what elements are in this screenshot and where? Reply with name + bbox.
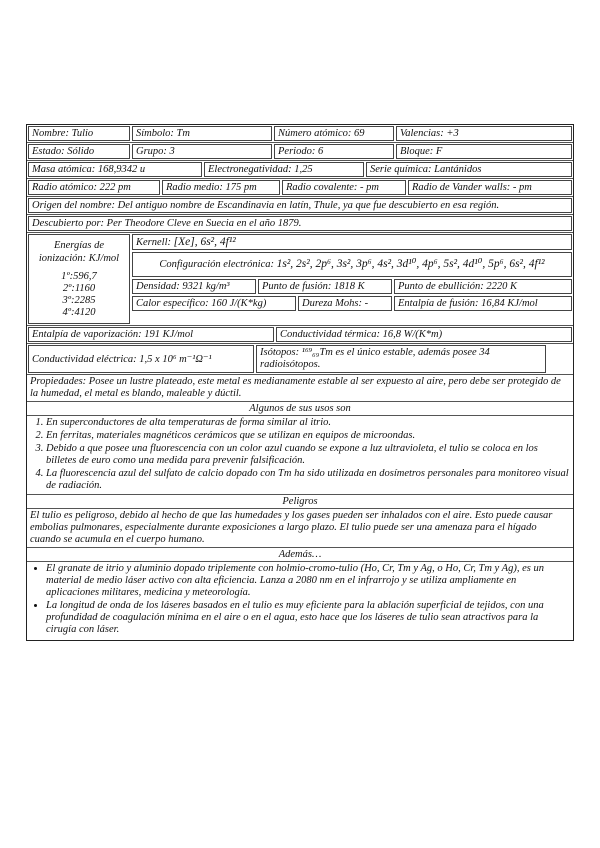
row-peligros-title xyxy=(27,495,573,509)
energia-2: 2º:1160 xyxy=(62,283,96,294)
usos-title: Algunos de sus usos son xyxy=(249,403,351,414)
radio-medio: Radio medio: 175 pm xyxy=(162,180,280,195)
kernell xyxy=(132,234,572,250)
row-heat xyxy=(131,295,573,312)
calor-especifico: Calor específico: 160 J/(K*kg) xyxy=(132,296,296,311)
row-ademas-title xyxy=(27,548,573,562)
origen-nombre: Origen del nombre: Del antiguo nombre de Escandinavia en latín, Thule, ya que fue descubierto en esa región. xyxy=(28,198,572,213)
energia-1: 1º:596,7 xyxy=(61,271,97,282)
estado: Estado: Sólido xyxy=(28,144,130,159)
row-ademas xyxy=(27,562,573,640)
ademas-item: • El granate de itrio y aluminio dopado triplemente con holmio-cromo-tulio (Ho, Cr, Tm y Ag, o Ho, Cr, Tm y Ag), es un material de medio láser activo con alta eficiencia. Lanza a 2080 nm en el infrarrojo y se utiliza ampliamente en aplicaciones militares, medicina y meteorología. xyxy=(46,563,570,599)
energias-ionizacion xyxy=(28,234,130,324)
punto-ebullicion: Punto de ebullición: 2220 K xyxy=(394,279,572,294)
row-peligros xyxy=(27,509,573,548)
entalpia-fusion: Entalpía de fusión: 16,84 KJ/mol xyxy=(394,296,572,311)
row-electronic xyxy=(27,233,573,326)
energia-3: 3º:2285 xyxy=(62,295,96,306)
ademas-list xyxy=(27,562,573,640)
radio-covalente: Radio covalente: - pm xyxy=(282,180,406,195)
grupo: Grupo: 3 xyxy=(132,144,272,159)
radio-atomico: Radio atómico: 222 pm xyxy=(28,180,160,195)
uso-item: 4. La fluorescencia azul del sulfato de calcio dopado con Tm ha sido utilizada en dosímetros personales para monitoreo visual de radiación. xyxy=(46,468,570,492)
row-density xyxy=(131,278,573,295)
row-radius xyxy=(27,179,573,197)
entalpia-vaporizacion: Entalpía de vaporización: 191 KJ/mol xyxy=(28,327,274,342)
row-propiedades xyxy=(27,375,573,402)
energias-title: Energías de ionización: KJ/mol xyxy=(38,240,120,264)
valencias: Valencias: +3 xyxy=(396,126,572,141)
peligros-title: Peligros xyxy=(282,496,318,507)
kernell-value: [Xe], 6s², 4f¹² xyxy=(173,236,236,248)
row-descubierto xyxy=(27,215,573,233)
simbolo: Símbolo: Tm xyxy=(132,126,272,141)
uso-item: 1. En superconductores de alta temperaturas de forma similar al itrio. xyxy=(46,417,570,429)
masa-atomica: Masa atómica: 168,9342 u xyxy=(28,162,202,177)
row-state xyxy=(27,143,573,161)
isotopos: Isótopos: ¹⁶⁹₆₉Tm es el único estable, además posee 34 radioisótopos. xyxy=(256,345,546,373)
electronegatividad: Electronegatividad: 1,25 xyxy=(204,162,364,177)
uso-item: 3. Debido a que posee una fluorescencia con un color azul cuando se expone a luz ultravioleta, el tulio se coloca en los billetes de euro como una medida para prevenir falsificación. xyxy=(46,443,570,467)
config-label: Configuración electrónica: xyxy=(159,259,274,270)
descubierto-por: Descubierto por: Per Theodore Cleve en Suecia en el año 1879. xyxy=(28,216,572,231)
electronic-details xyxy=(131,233,573,325)
nombre: Nombre: Tulio xyxy=(28,126,130,141)
densidad: Densidad: 9321 kg/m³ xyxy=(132,279,256,294)
periodo: Periodo: 6 xyxy=(274,144,394,159)
row-mass xyxy=(27,161,573,179)
configuracion-electronica xyxy=(132,252,572,277)
usos-list xyxy=(27,416,573,494)
row-usos-title xyxy=(27,402,573,416)
serie-quimica: Serie química: Lantánidos xyxy=(366,162,572,177)
peligros: El tulio es peligroso, debido al hecho de que las humedades y los gases pueden ser inhalados con el aire. Esto puede causar embolias pulmonares, especialmente durante exposiciones a largo plazo. El tulio puede ser una amenaza para el hígado cuando se acumula en el cuerpo humano. xyxy=(30,510,553,545)
conductividad-termica: Conductividad térmica: 16,8 W/(K*m) xyxy=(276,327,572,342)
dureza-mohs: Dureza Mohs: - xyxy=(298,296,392,311)
row-conductivity xyxy=(27,344,573,375)
conductividad-electrica: Conductividad eléctrica: 1,5 x 10⁶ m⁻¹Ω⁻¹ xyxy=(28,345,254,373)
radio-van-der-waals: Radio de Vander walls: - pm xyxy=(408,180,572,195)
energia-4: 4º:4120 xyxy=(62,307,96,318)
ademas-title: Además… xyxy=(278,549,322,560)
punto-fusion: Punto de fusión: 1818 K xyxy=(258,279,392,294)
propiedades: Propiedades: Posee un lustre plateado, este metal es medianamente estable al ser expuesto al aire, pero debe ser protegido de la humedad, el metal es blando, maleable y dúctil. xyxy=(30,376,561,399)
kernell-label: Kernell: xyxy=(136,237,171,248)
row-usos xyxy=(27,416,573,495)
row-origen xyxy=(27,197,573,215)
numero-atomico: Número atómico: 69 xyxy=(274,126,394,141)
uso-item: 2. En ferritas, materiales magnéticos cerámicos que se utilizan en equipos de microondas. xyxy=(46,430,570,442)
row-identity xyxy=(27,125,573,143)
row-vaporization xyxy=(27,326,573,344)
bloque: Bloque: F xyxy=(396,144,572,159)
ademas-item: • La longitud de onda de los láseres basados en el tulio es muy eficiente para la ablación superficial de tejidos, con una profundidad de coagulación mínima en el aire o en el agua, esto hace que los láseres de tulio sean atractivos para la cirugía con láser. xyxy=(46,600,570,636)
config-value: 1s², 2s², 2p⁶, 3s², 3p⁶, 4s², 3d¹⁰, 4p⁶, 5s², 4d¹⁰, 5p⁶, 6s², 4f¹² xyxy=(276,258,545,270)
element-card xyxy=(26,124,574,641)
